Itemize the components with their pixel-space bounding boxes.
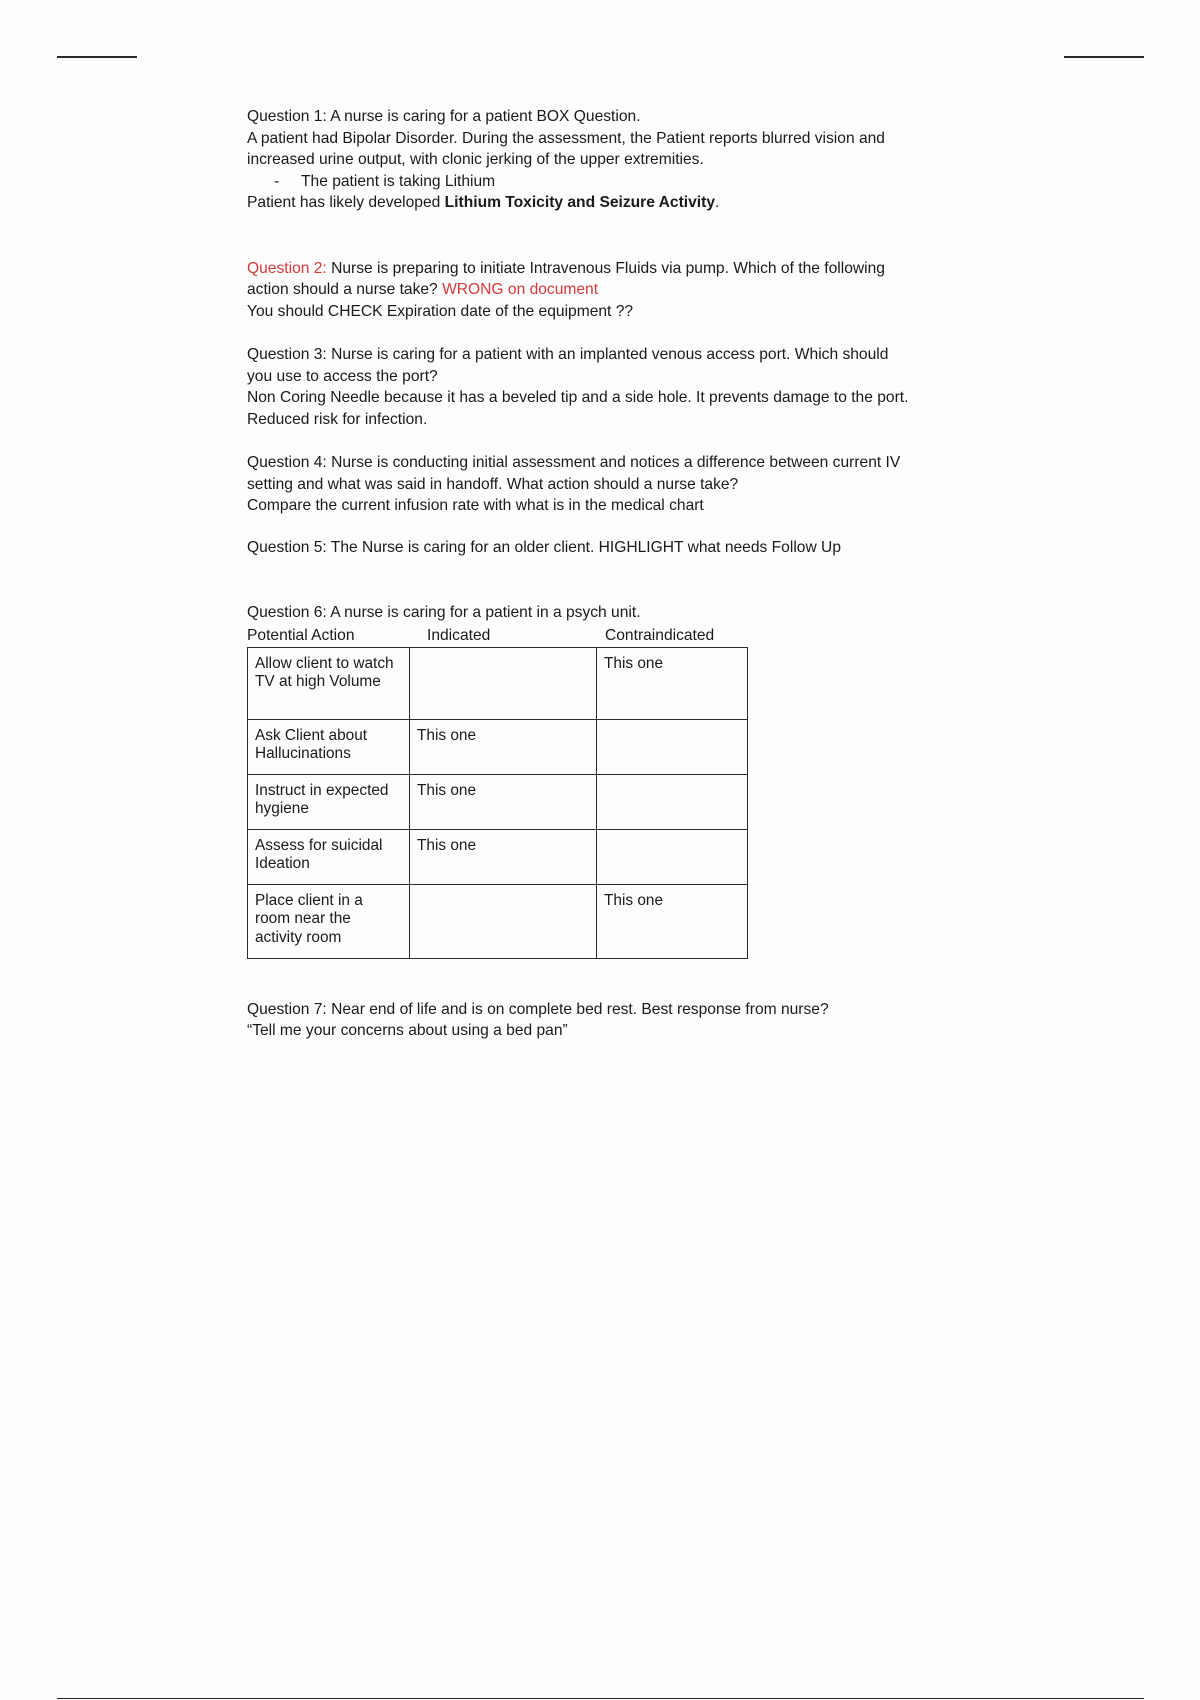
question-1-answer-prefix: Patient has likely developed	[247, 194, 445, 211]
cell-action: Assess for suicidal Ideation	[248, 829, 410, 884]
psych-action-table	[247, 647, 748, 959]
question-7-answer: “Tell me your concerns about using a bed pan”	[247, 1022, 568, 1039]
question-1	[247, 106, 987, 214]
question-1-bullet-text: The patient is taking Lithium	[301, 172, 496, 190]
question-3-answer-2: Reduced risk for infection.	[247, 410, 428, 428]
question-1-line-2: increased urine output, with clonic jerking of the upper extremities.	[247, 151, 704, 168]
question-2-label: Question 2:	[247, 259, 327, 277]
question-2-flag: WRONG on document	[442, 281, 599, 298]
question-7	[247, 999, 987, 1042]
question-1-answer-bold: Lithium Toxicity and Seizure Activity	[444, 194, 715, 211]
question-1-bullet	[247, 171, 987, 193]
question-3	[247, 344, 987, 430]
question-1-line-1: A patient had Bipolar Disorder. During the assessment, the Patient reports blurred vision and	[247, 129, 885, 147]
cell-contraindicated	[597, 774, 748, 829]
question-6	[247, 602, 987, 959]
question-6-heading: Question 6: A nurse is caring for a patient in a psych unit.	[247, 604, 641, 621]
question-4-answer: Compare the current infusion rate with what is in the medical chart	[247, 497, 704, 514]
question-3-line-1: Question 3: Nurse is caring for a patient with an implanted venous access port. Which should	[247, 346, 889, 363]
question-2-line-2	[247, 279, 987, 301]
column-header-indicated: Indicated	[427, 626, 491, 644]
cell-indicated: This one	[410, 774, 597, 829]
question-1-answer-suffix: .	[715, 194, 720, 211]
psych-table-header	[247, 625, 987, 646]
question-4-line-1: Question 4: Nurse is conducting initial assessment and notices a difference between current IV	[247, 454, 901, 471]
question-2-line-1	[247, 258, 987, 280]
cell-contraindicated	[597, 719, 748, 774]
table-row	[248, 774, 748, 829]
header-rule-left	[57, 56, 137, 58]
column-header-contraindicated: Contraindicated	[605, 626, 715, 644]
cell-contraindicated: This one	[597, 647, 748, 719]
cell-contraindicated	[597, 829, 748, 884]
header-rule-right	[1064, 56, 1144, 58]
document-body	[247, 106, 987, 1042]
question-7-line-1: Question 7: Near end of life and is on complete bed rest. Best response from nurse?	[247, 1000, 829, 1018]
question-4-line-2: setting and what was said in handoff. What action should a nurse take?	[247, 475, 739, 493]
question-3-line-2: you use to access the port?	[247, 367, 438, 385]
cell-action: Ask Client about Hallucinations	[248, 719, 410, 774]
cell-indicated	[410, 884, 597, 958]
question-4	[247, 452, 987, 517]
question-3-answer-1: Non Coring Needle because it has a beveled tip and a side hole. It prevents damage to the port.	[247, 389, 909, 406]
table-row	[248, 829, 748, 884]
question-2-answer: You should CHECK Expiration date of the equipment ??	[247, 302, 634, 320]
bullet-marker: -	[274, 172, 280, 190]
question-2-line-1-text: Nurse is preparing to initiate Intravenous Fluids via pump. Which of the following	[326, 259, 885, 277]
cell-action: Allow client to watch TV at high Volume	[248, 647, 410, 719]
cell-indicated	[410, 647, 597, 719]
cell-indicated: This one	[410, 829, 597, 884]
cell-action: Instruct in expected hygiene	[248, 774, 410, 829]
cell-contraindicated: This one	[597, 884, 748, 958]
question-2-line-2-text: action should a nurse take?	[247, 281, 443, 298]
question-2	[247, 258, 987, 323]
table-row	[248, 719, 748, 774]
table-row	[248, 647, 748, 719]
question-1-heading: Question 1: A nurse is caring for a patient BOX Question.	[247, 108, 641, 125]
cell-indicated: This one	[410, 719, 597, 774]
column-header-potential-action: Potential Action	[247, 626, 355, 644]
question-5-text: Question 5: The Nurse is caring for an older client. HIGHLIGHT what needs Follow Up	[247, 538, 841, 556]
question-1-answer	[247, 192, 987, 214]
footer-rule	[57, 1698, 1144, 1699]
cell-action: Place client in a room near the activity room	[248, 884, 410, 958]
table-row	[248, 884, 748, 958]
question-5	[247, 537, 987, 559]
